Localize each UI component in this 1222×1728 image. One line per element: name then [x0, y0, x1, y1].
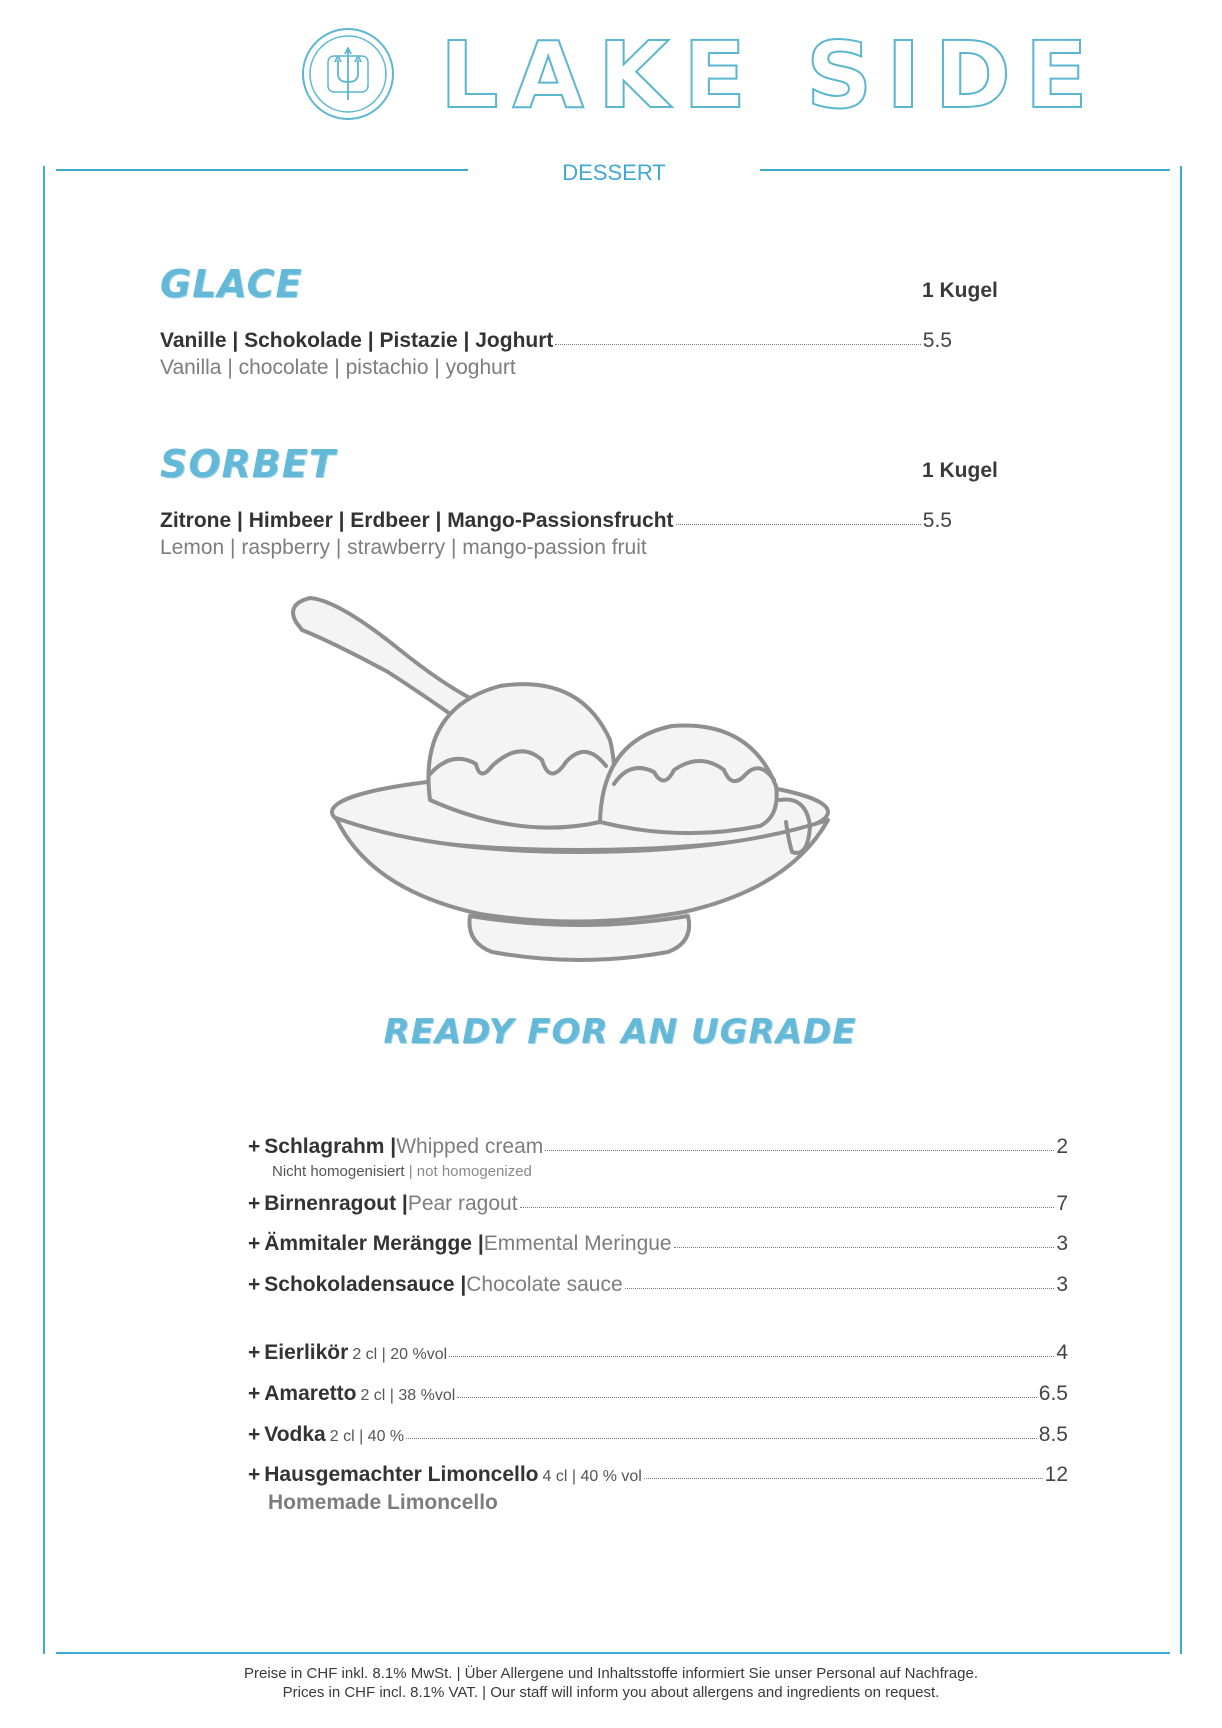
- sorbet-price: 5.5: [922, 509, 952, 532]
- footer-line-en: Prices in CHF incl. 8.1% VAT. | Our staff will inform you about allergens and ingredients on request.: [282, 1684, 940, 1701]
- spirit-name: Vodka: [264, 1423, 326, 1446]
- upgrade-row: [248, 1232, 1068, 1256]
- upgrade-row: [248, 1273, 1068, 1297]
- plus-sign: +: [248, 1341, 261, 1364]
- sorbet-heading: SORBET: [160, 442, 336, 486]
- plus-sign: +: [248, 1273, 261, 1296]
- upgrade-item-name: Schlagrahm |: [264, 1135, 397, 1158]
- dotted-leader: [545, 1150, 1054, 1151]
- upgrade-item-name: Birnenragout |: [264, 1192, 408, 1215]
- ice-cream-bowl-illustration: [280, 590, 840, 970]
- spirit-translation: Homemade Limoncello: [268, 1491, 498, 1514]
- frame-left: [43, 166, 45, 1654]
- plus-sign: +: [248, 1135, 261, 1158]
- plus-sign: +: [248, 1423, 261, 1446]
- upgrade-item-price: 7: [1056, 1192, 1068, 1215]
- glace-price: 5.5: [922, 329, 952, 352]
- upgrade-row: [248, 1192, 1068, 1216]
- sorbet-menu-row: [160, 509, 952, 533]
- glace-heading: GLACE: [160, 262, 303, 306]
- upgrade-item-note: [272, 1163, 532, 1180]
- upgrade-row: [248, 1135, 1068, 1159]
- upgrade-item-price: 3: [1056, 1232, 1068, 1255]
- spirit-row: [248, 1382, 1068, 1406]
- spirit-row: [248, 1463, 1068, 1487]
- dotted-leader: [406, 1438, 1037, 1439]
- spirit-name: Hausgemachter Limoncello: [264, 1463, 539, 1486]
- trident-icon: [300, 26, 396, 122]
- brand-name: LAKE SIDE: [440, 22, 1102, 129]
- spirit-price: 8.5: [1038, 1423, 1068, 1446]
- spirit-spec: 2 cl | 40 %: [329, 1428, 405, 1445]
- dotted-leader: [625, 1288, 1055, 1289]
- spirit-row: [248, 1423, 1068, 1447]
- dotted-leader: [674, 1247, 1055, 1248]
- spirit-spec: 4 cl | 40 % vol: [542, 1468, 642, 1485]
- plus-sign: +: [248, 1232, 261, 1255]
- spirit-price: 4: [1056, 1341, 1068, 1364]
- frame-top-left: [56, 169, 468, 171]
- plus-sign: +: [248, 1192, 261, 1215]
- spirit-spec: 2 cl | 38 %vol: [360, 1387, 456, 1404]
- upgrade-item-translation: Chocolate sauce: [466, 1273, 623, 1296]
- frame-bottom: [56, 1652, 1170, 1654]
- upgrade-item-name: Schokoladensauce |: [264, 1273, 467, 1296]
- glace-item-translation: Vanilla | chocolate | pistachio | yoghurt: [160, 356, 516, 379]
- upgrade-item-name: Ämmitaler Merängge |: [264, 1232, 484, 1255]
- upgrade-item-translation: Emmental Meringue: [483, 1232, 672, 1255]
- note-en: | not homogenized: [404, 1163, 532, 1180]
- footer: [0, 1664, 1222, 1702]
- sorbet-unit-label: 1 Kugel: [922, 459, 998, 482]
- dotted-leader: [457, 1397, 1036, 1398]
- spirit-name: Amaretto: [264, 1382, 357, 1405]
- dotted-leader: [644, 1478, 1043, 1479]
- sorbet-item-name: Zitrone | Himbeer | Erdbeer | Mango-Passionsfrucht: [160, 509, 674, 532]
- note-de: Nicht homogenisiert: [272, 1163, 405, 1180]
- dotted-leader: [520, 1207, 1055, 1208]
- dotted-leader: [555, 344, 920, 345]
- plus-sign: +: [248, 1382, 261, 1405]
- glace-unit-label: 1 Kugel: [922, 279, 998, 302]
- upgrade-heading: READY FOR AN UGRADE: [383, 1012, 857, 1052]
- spirit-row: [248, 1341, 1068, 1365]
- spirit-spec: 2 cl | 20 %vol: [352, 1346, 448, 1363]
- footer-line-de: Preise in CHF inkl. 8.1% MwSt. | Über Allergene und Inhaltsstoffe informiert Sie unser Personal auf Nachfrage.: [244, 1665, 978, 1682]
- upgrade-item-price: 3: [1056, 1273, 1068, 1296]
- frame-right: [1180, 166, 1182, 1654]
- dotted-leader: [449, 1356, 1054, 1357]
- upgrade-item-price: 2: [1056, 1135, 1068, 1158]
- spirit-price: 6.5: [1038, 1382, 1068, 1405]
- section-title: DESSERT: [562, 160, 666, 185]
- spirit-name: Eierlikör: [264, 1341, 349, 1364]
- brand-logo: [300, 22, 1102, 129]
- frame-top-right: [760, 169, 1170, 171]
- plus-sign: +: [248, 1463, 261, 1486]
- glace-menu-row: [160, 329, 952, 353]
- sorbet-item-translation: Lemon | raspberry | strawberry | mango-passion fruit: [160, 536, 647, 559]
- dotted-leader: [676, 524, 921, 525]
- glace-item-name: Vanille | Schokolade | Pistazie | Joghurt: [160, 329, 554, 352]
- spirit-price: 12: [1044, 1463, 1068, 1486]
- upgrade-item-translation: Whipped cream: [396, 1135, 544, 1158]
- upgrade-item-translation: Pear ragout: [407, 1192, 518, 1215]
